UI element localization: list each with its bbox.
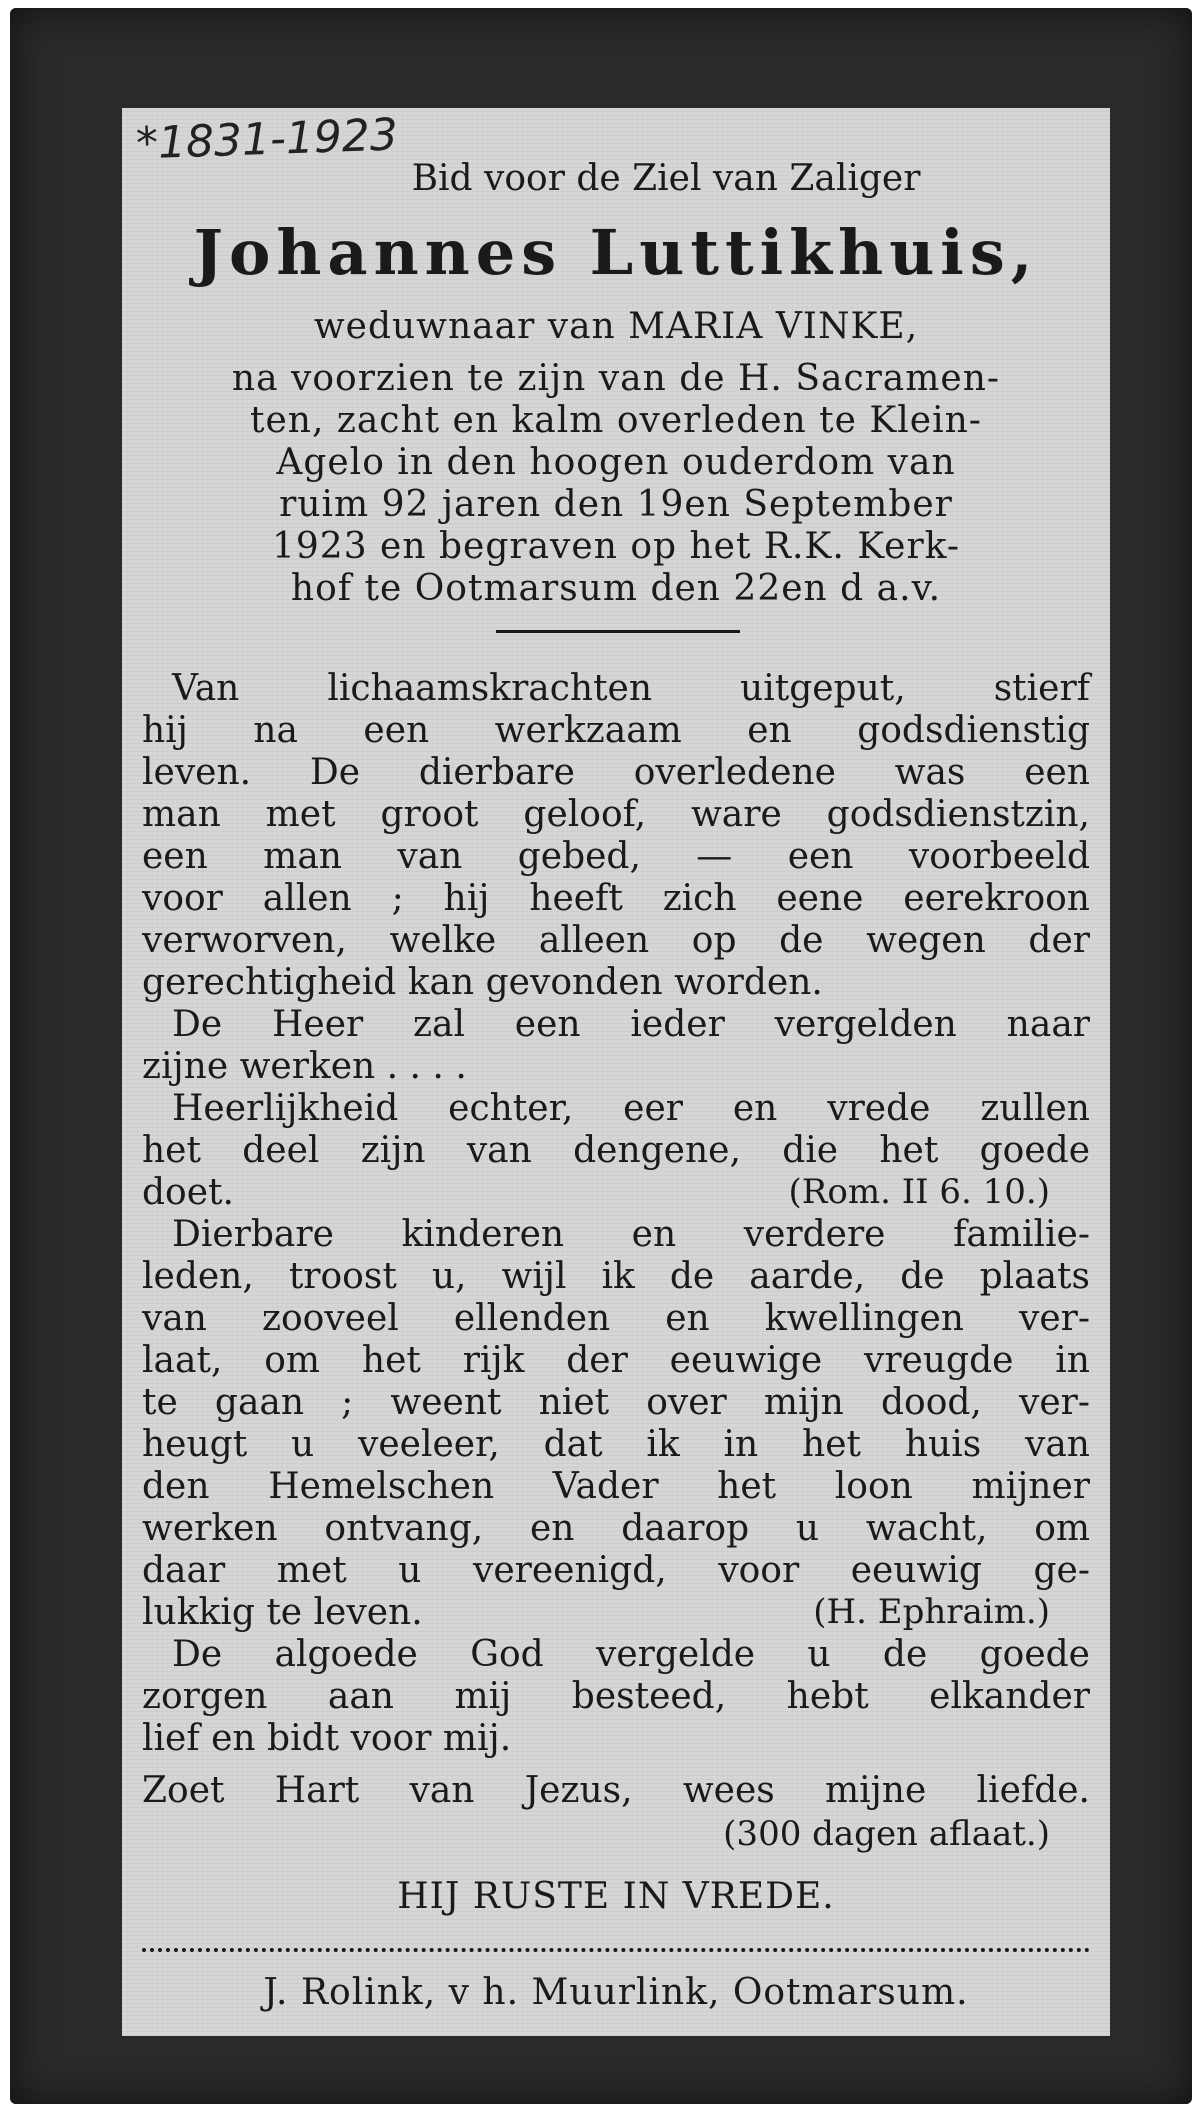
divider-rule bbox=[496, 630, 740, 633]
intro-line: Bid voor de Ziel van Zaliger bbox=[411, 158, 921, 199]
widower-line: weduwnaar van MARIA VINKE, bbox=[313, 306, 919, 347]
dotted-divider bbox=[142, 1948, 1090, 1952]
text-line: voor allen ; hij heeft zich eene eerekroon bbox=[142, 878, 1090, 919]
text-line: gerechtigheid kan gevonden worden. bbox=[142, 962, 823, 1003]
text-line: zijne werken . . . . bbox=[142, 1046, 467, 1087]
text-line: Van lichaamskrachten uitgeput, stierf bbox=[172, 668, 1090, 709]
memorial-card bbox=[10, 8, 1192, 2104]
detail-line: hof te Ootmarsum den 22en d a.v. bbox=[290, 568, 942, 609]
text-line: van zooveel ellenden en kwellingen ver- bbox=[142, 1298, 1090, 1339]
text-line: een man van gebed, — een voorbeeld bbox=[142, 836, 1090, 877]
text-line: den Hemelschen Vader het loon mijner bbox=[142, 1466, 1090, 1507]
detail-line: na voorzien te zijn van de H. Sacramen- bbox=[231, 358, 1001, 399]
text-line: het deel zijn van dengene, die het goede bbox=[142, 1130, 1090, 1171]
text-line: zorgen aan mij besteed, hebt elkander bbox=[142, 1676, 1090, 1717]
text-line: werken ontvang, en daarop u wacht, om bbox=[142, 1508, 1090, 1549]
text-line: leden, troost u, wijl ik de aarde, de plaats bbox=[142, 1256, 1090, 1297]
rip-line: HIJ RUSTE IN VREDE. bbox=[397, 1876, 835, 1917]
text-line: De algoede God vergelde u de goede bbox=[172, 1634, 1090, 1675]
card-paper bbox=[122, 108, 1110, 2036]
bible-reference: (Rom. II 6. 10.) bbox=[788, 1172, 1050, 1212]
text-line: hij na een werkzaam en godsdienstig bbox=[142, 710, 1090, 751]
detail-line: ruim 92 jaren den 19en September bbox=[279, 484, 953, 525]
handwritten-dates: *1831-1923 bbox=[135, 109, 399, 170]
detail-line: ten, zacht en kalm overleden te Klein- bbox=[250, 400, 982, 441]
text-line: lukkig te leven. bbox=[142, 1592, 423, 1633]
text-line: leven. De dierbare overledene was een bbox=[142, 752, 1090, 793]
text-line: man met groot geloof, ware godsdienstzin, bbox=[142, 794, 1090, 835]
text-line: daar met u vereenigd, voor eeuwig ge- bbox=[142, 1550, 1090, 1591]
ephraim-reference: (H. Ephraim.) bbox=[813, 1592, 1050, 1632]
detail-line: 1923 en begraven op het R.K. Kerk- bbox=[271, 526, 960, 567]
text-line: laat, om het rijk der eeuwige vreugde in bbox=[142, 1340, 1090, 1381]
detail-line: Agelo in den hoogen ouderdom van bbox=[276, 442, 956, 483]
text-line: verworven, welke alleen op de wegen der bbox=[142, 920, 1090, 961]
indulgence-line: (300 dagen aflaat.) bbox=[723, 1814, 1050, 1854]
text-line: doet. bbox=[142, 1172, 234, 1213]
text-line: Dierbare kinderen en verdere familie- bbox=[172, 1214, 1090, 1255]
text-line: te gaan ; weent niet over mijn dood, ver- bbox=[142, 1382, 1090, 1423]
text-line: heugt u veeleer, dat ik in het huis van bbox=[142, 1424, 1090, 1465]
prayer-line: Zoet Hart van Jezus, wees mijne liefde. bbox=[142, 1770, 1090, 1811]
text-line: De Heer zal een ieder vergelden naar bbox=[172, 1004, 1090, 1045]
text-line: lief en bidt voor mij. bbox=[142, 1718, 512, 1759]
deceased-name: Johannes Luttikhuis, bbox=[193, 216, 1039, 289]
text-line: Heerlijkheid echter, eer en vrede zullen bbox=[172, 1088, 1090, 1129]
printer-line: J. Rolink, v h. Muurlink, Ootmarsum. bbox=[263, 1972, 969, 2013]
